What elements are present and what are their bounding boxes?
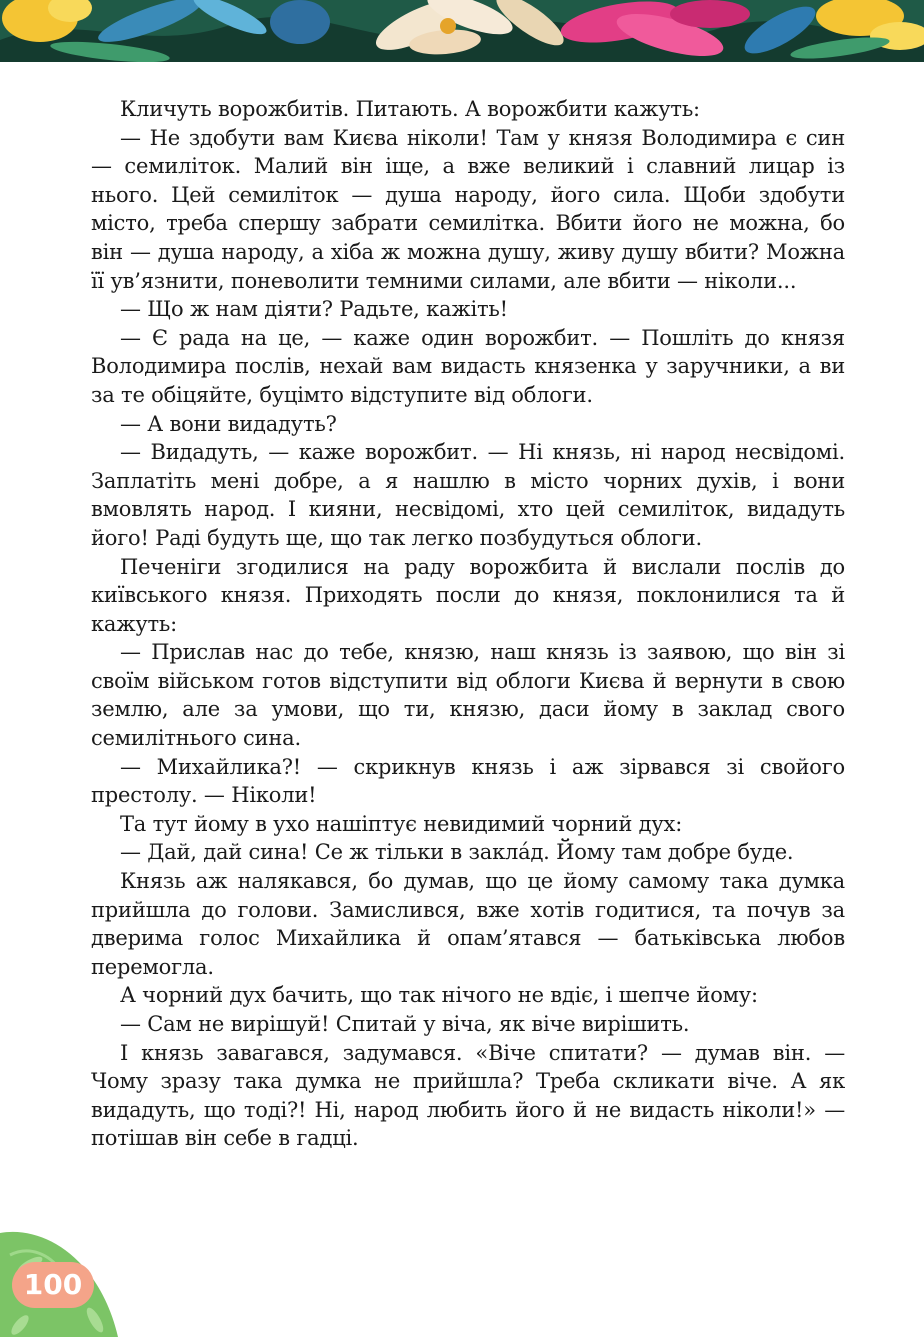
paragraph: — Дай, дай сина! Се ж тільки в закла́д. Йому там добре буде. <box>120 840 794 865</box>
paragraph: — Що ж нам діяти? Радьте, кажіть! <box>120 297 508 322</box>
paragraph: Князь аж налякався, бо думав, що це йому самому така думка прийшла до голови. Замислився, вже хотів годитися, та почув за дверима голос Михайлика й опам’ятався — батьківська любов перемогла. <box>91 869 845 979</box>
paragraph: — Видадуть, — каже ворожбит. — Ні князь, ні народ несвідомі. Заплатіть мені добре, а я нашлю в місто чорних духів, і вони вмовлять народ. І кияни, несвідомі, хто цей семиліток, видадуть його! Раді будуть ще, що так легко позбудуться облоги. <box>91 440 845 550</box>
paragraph: — А вони видадуть? <box>120 411 337 436</box>
paragraph: — Не здобути вам Києва ніколи! Там у князя Володимира є син — семиліток. Малий він іще, а вже великий і славний лицар із нього. Цей семиліток — душа народу, його сила. Щоби здобути місто, треба спершу забрати семилітка. Вбити його не можна, бо він — душа народу, а хіба ж можна душу, живу душу вбити? Можна її ув’язнити, поневолити темними силами, але вбити — ніколи... <box>91 125 845 293</box>
floral-banner <box>0 0 924 62</box>
paragraph: — Михайлика?! — скрикнув князь і аж зірвався зі свойого престолу. — Ніколи! <box>91 754 845 808</box>
story-text <box>91 95 845 1153</box>
paragraph: І князь завагався, задумався. «Віче спитати? — думав він. — Чому зразу така думка не прийшла? Треба скликати віче. А як видадуть, що тоді?! Ні, народ любить його й не видасть ніколи!» — потішав він себе в гадці. <box>91 1040 845 1151</box>
page-number: 100 <box>12 1262 94 1308</box>
paragraph: А чорний дух бачить, що так нічого не вдіє, і шепче йому: <box>120 983 758 1008</box>
paragraph: Печеніги згодилися на раду ворожбита й вислали послів до київського князя. Приходять посли до князя, поклонилися та й кажуть: <box>91 554 845 636</box>
paragraph: Та тут йому в ухо нашіптує невидимий чорний дух: <box>120 811 683 836</box>
paragraph: Кличуть ворожбитів. Питають. А ворожбити кажуть: <box>120 97 700 121</box>
paragraph: — Прислав нас до тебе, князю, наш князь із заявою, що він зі своїм військом готов відступити від облоги Києва й вернути в свою землю, але за умови, що ти, князю, даси йому в заклад свого семилітнього сина. <box>91 640 845 751</box>
flower-illustration <box>0 0 924 62</box>
paragraph: — Сам не вирішуй! Спитай у віча, як віче вирішить. <box>120 1012 690 1036</box>
paragraph: — Є рада на це, — каже один ворожбит. — Пошліть до князя Володимира послів, нехай вам видасть князенка у заручники, а ви за те обіцяйте, буцімто відступите від облоги. <box>91 325 845 407</box>
